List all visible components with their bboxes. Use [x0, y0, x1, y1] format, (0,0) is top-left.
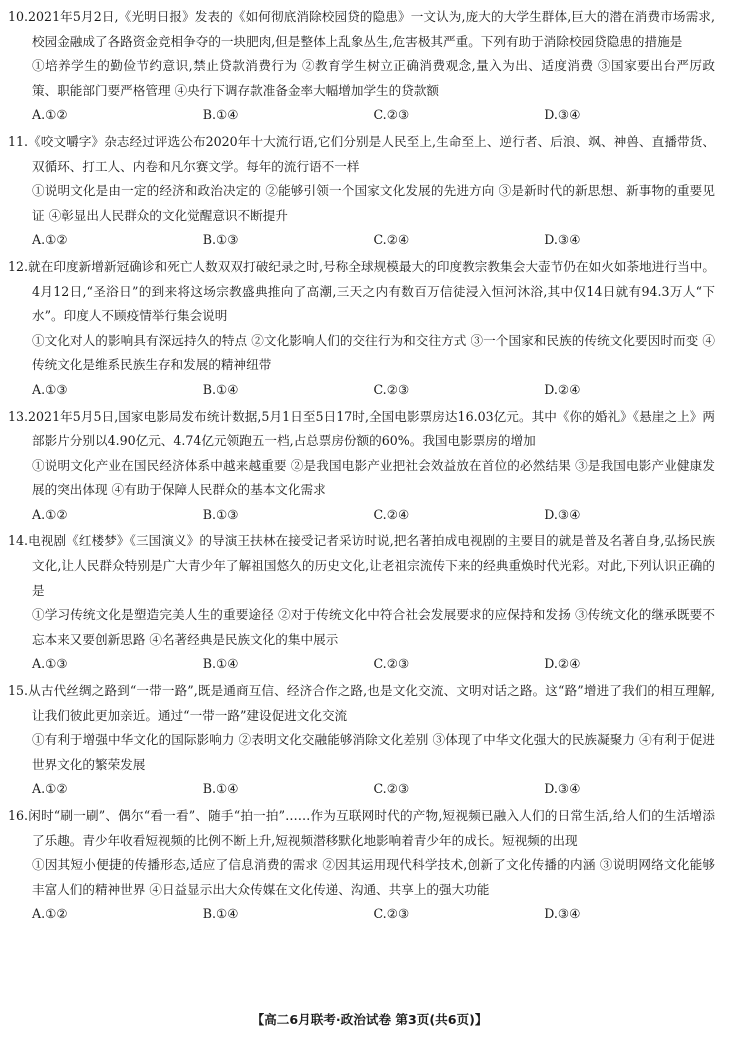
answer-choice-b: B.①④: [202, 906, 239, 922]
question-statements: ①说明文化产业在国民经济体系中越来越重要 ②是我国电影产业把社会效益放在首位的必然结果 ③是我国电影产业健康发展的突出体现 ④有助于保障人民群众的基本文化需求: [32, 457, 715, 498]
question-stem: 12.就在印度新增新冠确诊和死亡人数双双打破纪录之时,号称全球规模最大的印度教宗教集会大壶节仍在如火如荼地进行当中。4月12日,“圣浴日”的到来将这场宗教盛典推向了高潮,三天之内有数百万信徒浸入恒河沐浴,其中仅14日就有94.3万人“下水”。印度人不顾疫情举行集会说明: [8, 258, 715, 324]
answer-choice-b: B.①③: [202, 232, 239, 248]
question-statements: ①有利于增强中华文化的国际影响力 ②表明文化交融能够消除文化差别 ③体现了中华文化强大的民族凝聚力 ④有利于促进世界文化的繁荣发展: [32, 732, 715, 772]
question-stem: 10.2021年5月2日,《光明日报》发表的《如何彻底消除校园贷的隐患》一文认为,庞大的大学生群体,巨大的潜在消费市场需求,校园金融成了各路资金竞相争夺的一块肥肉,但是整体上乱象丛生,危害极其严重。下列有助于消除校园贷隐患的措施是: [8, 9, 715, 49]
answer-choice-d: D.②④: [544, 656, 581, 672]
answer-choice-a: A.①②: [32, 232, 68, 248]
answer-choice-d: D.③④: [544, 506, 581, 522]
answer-choice-d: D.③④: [544, 232, 581, 248]
answer-choice-a: A.①③: [32, 656, 68, 672]
answer-choices: [8, 103, 715, 128]
answer-choice-b: B.①④: [202, 781, 239, 797]
answer-choice-c: C.②④: [373, 232, 410, 248]
answer-choice-c: C.②③: [373, 107, 410, 123]
question-item: [8, 255, 715, 403]
answer-choice-d: D.③④: [544, 906, 581, 922]
answer-choice-d: D.②④: [544, 381, 581, 397]
answer-choices: [8, 503, 715, 528]
question-stem: 15.从古代丝绸之路到“一带一路”,既是通商互信、经济合作之路,也是文化交流、文明对话之路。这“路”增进了我们的相互理解,让我们彼此更加亲近。通过“一带一路”建设促进文化交流: [8, 683, 715, 723]
question-list: [8, 5, 715, 927]
question-statements: ①文化对人的影响具有深远持久的特点 ②文化影响人们的交往行为和交往方式 ③一个国家和民族的传统文化要因时而变 ④传统文化是维系民族生存和发展的精神纽带: [32, 332, 715, 373]
answer-choice-c: C.②③: [373, 656, 410, 672]
answer-choice-c: C.②③: [373, 381, 410, 397]
question-item: [8, 130, 715, 253]
answer-choices: [8, 902, 715, 927]
question-stem: 11.《咬文嚼字》杂志经过评选公布2020年十大流行语,它们分别是人民至上,生命至上、逆行者、后浪、飒、神兽、直播带货、双循环、打工人、内卷和凡尔赛文学。每年的流行语不一样: [8, 133, 715, 174]
question-statements: ①因其短小便捷的传播形态,适应了信息消费的需求 ②因其运用现代科学技术,创新了文化传播的内涵 ③说明网络文化能够丰富人们的精神世界 ④日益显示出大众传媒在文化传递、沟通、共享上的强大功能: [32, 857, 715, 897]
answer-choice-d: D.③④: [544, 107, 581, 123]
question-item: [8, 804, 715, 927]
question-stem: 16.闲时“刷一刷”、偶尔“看一看”、随手“拍一拍”……作为互联网时代的产物,短视频已融入人们的日常生活,给人们的生活增添了乐趣。青少年收看短视频的比例不断上升,短视频潜移默化地影响着青少年的成长。短视频的出现: [8, 808, 715, 848]
answer-choice-a: A.①②: [32, 906, 68, 922]
page-footer: 【高二6月联考·政治试卷 第3页(共6页)】: [251, 1012, 488, 1027]
answer-choice-b: B.①④: [202, 381, 239, 397]
answer-choice-d: D.③④: [544, 781, 581, 797]
question-statements: ①学习传统文化是塑造完美人生的重要途径 ②对于传统文化中符合社会发展要求的应保持和发扬 ③传统文化的继承既要不忘本来又要创新思路 ④名著经典是民族文化的集中展示: [32, 607, 715, 647]
answer-choice-a: A.①③: [32, 381, 68, 397]
question-item: [8, 529, 715, 677]
answer-choice-c: C.②③: [373, 781, 410, 797]
answer-choice-c: C.②③: [373, 906, 410, 922]
answer-choice-b: B.①④: [202, 107, 239, 123]
question-stem: 14.电视剧《红楼梦》《三国演义》的导演王扶林在接受记者采访时说,把名著拍成电视剧的主要目的就是普及名著自身,弘扬民族文化,让人民群众特别是广大青少年了解祖国悠久的历史文化,让老祖宗流传下来的经典重焕时代光彩。对此,下列认识正确的是: [8, 533, 715, 598]
answer-choices: [8, 378, 715, 403]
answer-choice-a: A.①②: [32, 781, 68, 797]
question-statements: ①说明文化是由一定的经济和政治决定的 ②能够引领一个国家文化发展的先进方向 ③是新时代的新思想、新事物的重要见证 ④彰显出人民群众的文化觉醒意识不断提升: [32, 183, 715, 223]
answer-choice-a: A.①②: [32, 107, 68, 123]
answer-choices: [8, 228, 715, 253]
answer-choice-a: A.①②: [32, 506, 68, 522]
question-item: [8, 5, 715, 128]
answer-choices: [8, 652, 715, 677]
question-stem: 13.2021年5月5日,国家电影局发布统计数据,5月1日至5日17时,全国电影票房达16.03亿元。其中《你的婚礼》《悬崖之上》两部影片分别以4.90亿元、4.74亿元领跑五一档,占总票房份额的60%。我国电影票房的增加: [8, 408, 715, 449]
answer-choice-b: B.①④: [202, 656, 239, 672]
question-statements: ①培养学生的勤俭节约意识,禁止贷款消费行为 ②教育学生树立正确消费观念,量入为出、适度消费 ③国家要出台严厉政策、职能部门要严格管理 ④央行下调存款准备金率大幅增加学生的贷款额: [32, 58, 715, 98]
question-item: [8, 405, 715, 528]
answer-choice-b: B.①③: [202, 506, 239, 522]
question-item: [8, 679, 715, 802]
answer-choices: [8, 777, 715, 802]
answer-choice-c: C.②④: [373, 506, 410, 522]
